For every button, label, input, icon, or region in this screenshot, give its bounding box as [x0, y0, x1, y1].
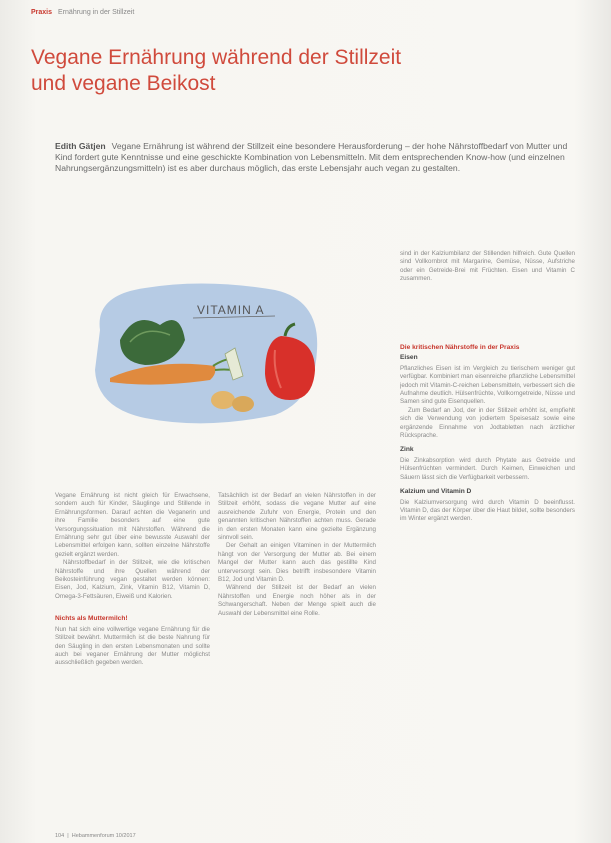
column-2-paragraph-1: Tatsächlich ist der Bedarf an vielen Nährstoffen in der Stillzeit erhöht, sodass die vegane Mutter auf eine ausreichende Zufuhr von Energie, Protein und den genannten kritischen Nährstoffen achten muss. Gerade in den ersten Monaten kann eine gezielte Ergänzung sinnvoll sein. [218, 492, 376, 542]
column-3-text-4: Die Kalziumversorgung wird durch Vitamin D beeinflusst. Vitamin D, das der Körper über die Haut bildet, sollte besonders im Winter ergänzt werden. [400, 498, 575, 523]
column-2 [218, 492, 376, 830]
column-3-text-3: Die Zinkabsorption wird durch Phytate aus Getreide und Hülsenfrüchten vermindert. Durch Keimen, Einweichen und Säuern lässt sich die Verfügbarkeit verbessern. [400, 456, 575, 481]
column-1-paragraph-1: Vegane Ernährung ist nicht gleich für Erwachsene, sondern auch für Kinder, Säuglinge und Stillende in Ernährungsformen. Darauf achten die Veganerin und ihre Familie besonders auf eine gute Versorgungssituation mit Nährstoffen. Während die Ernährung sehr gut über eine bewusste Auswahl der Lebensmittel erfolgen kann, sollten einzelne Nährstoffe gezielt ergänzt werden. [55, 492, 210, 558]
column-2-paragraph-2: Der Gehalt an einigen Vitaminen in der Muttermilch hängt von der Versorgung der Mutter ab. Bei einem Mangel der Mutter kann auch das gestillte Kind unterversorgt sein. Dies betrifft insbesondere Vitamin B12, Jod und Vitamin D. [218, 542, 376, 584]
subheading-zink: Zink [400, 446, 414, 454]
intro-text: Vegane Ernährung ist während der Stillzeit eine besondere Herausforderung – der hohe Nährstoffbedarf von Mutter und Kind fordert gute Kenntnisse und eine geschickte Kombination von Lebensmitteln. Mit dem entsprechenden Know-how (und einzelnen Nahrungsergänzungsmitteln) ist es aber durchaus möglich, das erste Lebensjahr auch vegan zu gestalten. [55, 141, 568, 174]
vegetables-illustration [85, 270, 325, 430]
title-line-2: und vegane Beikost [31, 72, 216, 95]
column-3-heading: Die kritischen Nährstoffe in der Praxis [400, 344, 520, 351]
column-1-paragraph-3: Nun hat sich eine vollwertige vegane Ernährung für die Stillzeit bewährt. Muttermilch ist die beste Nahrung für den Säugling in den ersten Lebensmonaten und sollte auch bei veganer Ernährung der Mutter möglichst ausschließlich gegeben werden. [55, 625, 210, 667]
vitamin-label: VITAMIN A [197, 303, 265, 317]
article-intro [55, 141, 585, 175]
subheading-eisen: Eisen [400, 354, 418, 362]
column-1-paragraph-2: Nährstoffbedarf in der Stillzeit, wie die kritischen Nährstoffe und ihre Quellen während der Beikosteinführung vegan gestaltet werden können: Eisen, Jod, Kalzium, Zink, Vitamin B12, Vitamin D, Omega-3-Fettsäuren, Eiweiß und Kalorien. [55, 559, 210, 600]
column-1-heading: Nichts als Muttermilch! [55, 615, 128, 623]
subheading-kalzium: Kalzium und Vitamin D [400, 488, 472, 496]
column-3-text-2: Zum Bedarf an Jod, der in der Stillzeit erhöht ist, empfiehlt sich die Verwendung von jodiertem Speisesalz sowie eine ergänzende Einnahme von Jodtabletten nach ärztlicher Rücksprache. [400, 406, 575, 440]
article-title [31, 45, 591, 97]
page-number: 104 [55, 833, 65, 839]
column-3-top [400, 250, 575, 330]
author-name: Edith Gätjen [55, 141, 106, 151]
journal-name: Hebammenforum 10/2017 [71, 833, 136, 839]
column-3-text-1: Pflanzliches Eisen ist im Vergleich zu tierischem weniger gut verfügbar. Kombiniert man eisenreiche pflanzliche Lebensmittel jedoch mit Vitamin-C-reichen Lebensmitteln, verbessert sich die Aufnahme deutlich. Hülsenfrüchte, Vollkorngetreide, Nüsse und Samen sind gute Eisenquellen. [400, 364, 575, 406]
title-line-1: Vegane Ernährung während der Stillzeit [31, 46, 402, 69]
page-footer: 104 | Hebammenforum 10/2017 [55, 833, 136, 839]
subsection-label: Ernährung in der Stillzeit [58, 9, 135, 16]
column-3-top-text: sind in der Kalziumbilanz der Stillenden hilfreich. Gute Quellen sind Vollkornbrot mit Margarine, Gemüse, Nüsse, Aufstriche oder ein Getreide-Brei mit Früchten. Eisen und Vitamin C zusammen. [400, 250, 575, 283]
section-label: Praxis [31, 9, 53, 16]
column-3 [400, 340, 575, 830]
column-1 [55, 492, 210, 830]
section-kicker [31, 9, 134, 16]
column-2-paragraph-3: Während der Stillzeit ist der Bedarf an vielen Nährstoffen und Energie noch höher als in der Schwangerschaft. Neben der Menge spielt auch die Auswahl der Lebensmittel eine Rolle. [218, 584, 376, 617]
